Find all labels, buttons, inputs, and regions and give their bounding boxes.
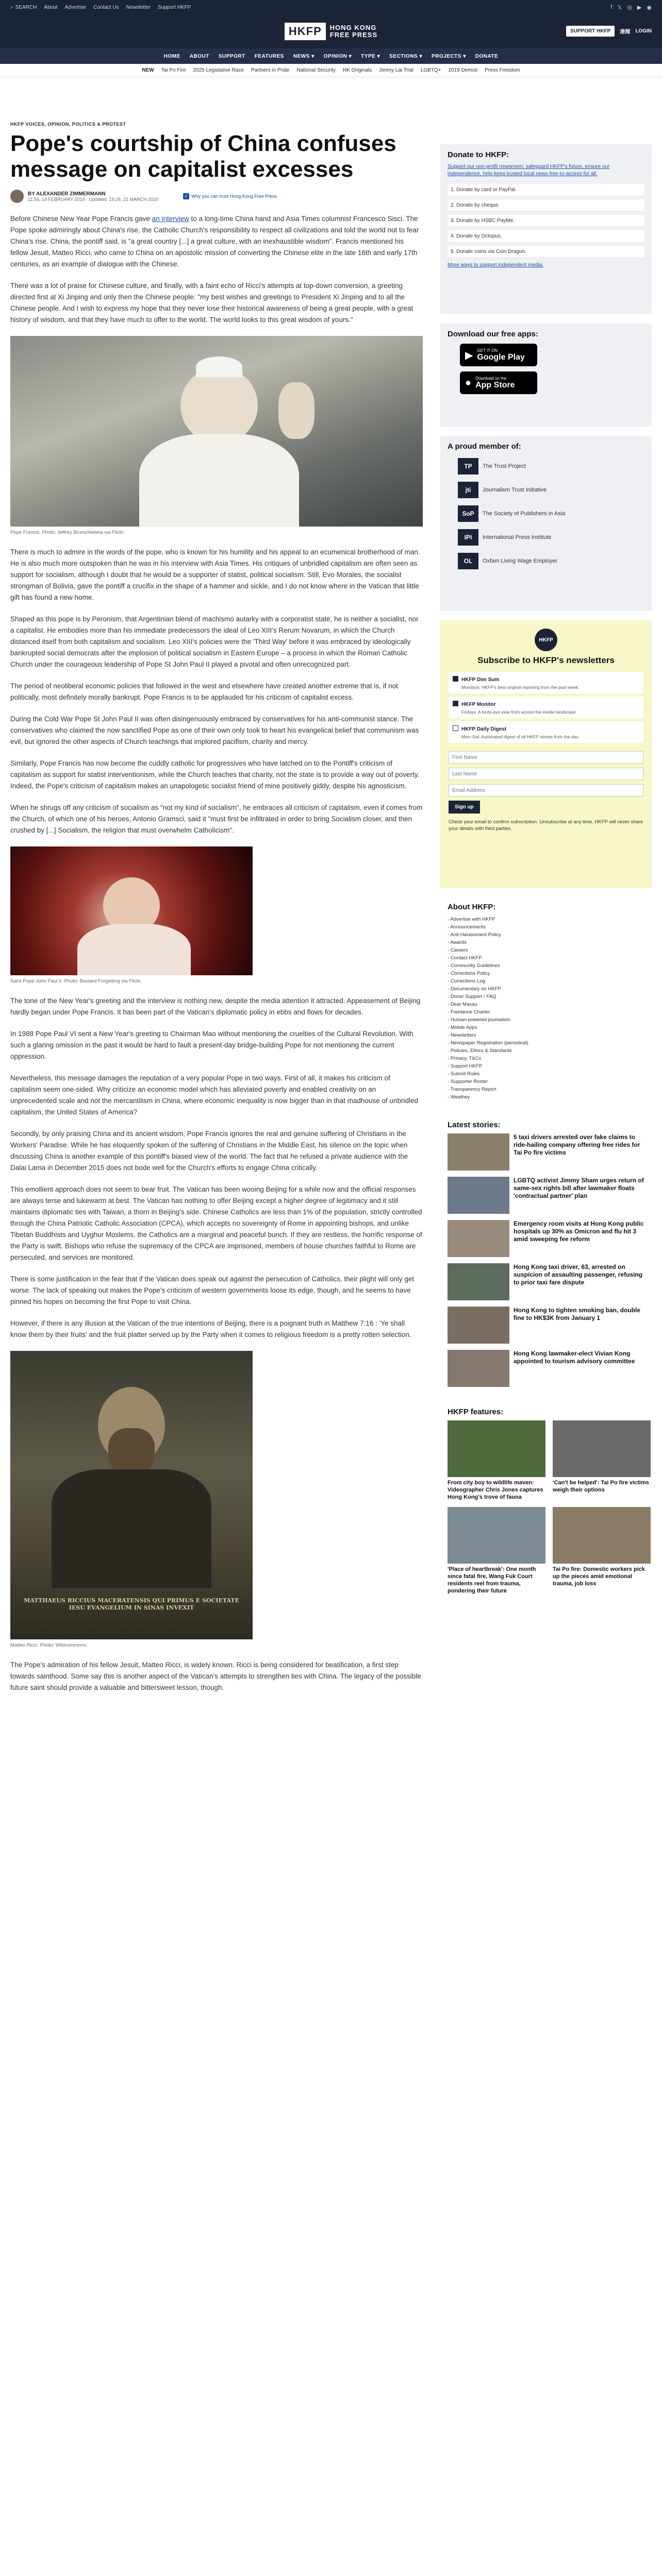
feature-thumbnail — [553, 1507, 651, 1564]
photo-caption: Matteo Ricci. Photo: Wikicommons. — [10, 1642, 88, 1648]
logo-wordmark: HONG KONG FREE PRESS — [329, 24, 378, 39]
google-play-button[interactable]: ▶ GET IT ON Google Play — [460, 344, 537, 366]
interview-link[interactable]: an interview — [152, 215, 189, 223]
support-button[interactable]: SUPPORT HKFP — [566, 26, 615, 37]
chinese-site-link[interactable]: 港聞 — [620, 29, 631, 35]
features-title: HKFP features: — [448, 1408, 504, 1416]
page-body — [10, 77, 652, 1704]
trending-item[interactable]: Jimmy Lai Trial — [379, 67, 413, 73]
about-link[interactable]: › Documentary on HKFP — [448, 985, 644, 993]
about-link[interactable]: › Policies, Ethics & Standards — [448, 1047, 644, 1055]
article-paragraph: Secondly, by only praising China and its ancient wisdom, Pope Francis ignores the real and genuine suffering of Christians in the Workers' Paradise. While he has eloquently spoken of the suffering of Christians in the Middle East, his silence on the topic when discussing China is another example of this pontiff's biased view of the world. The fact that he refused a private audience with the Dalai Lama in December 2015 does not bode well for the Church's efforts to engage China critically. — [10, 1130, 408, 1172]
utility-link-newsletter[interactable]: Newsletter — [126, 4, 151, 10]
about-link[interactable]: › Contact HKFP — [448, 954, 644, 962]
trending-bar — [0, 64, 662, 77]
article-paragraph: Nevertheless, this message damages the reputation of a very popular Pope in two ways. First of all, it makes his criticism of capitalism seem one-sided. Why criticize an economic model which has alleviated poverty and enabled creativity on an unprecedented scale and not the mercantilism in China, where economic inequality is now bigger than in that madhouse of unbridled capitalism, the United States of America? — [10, 1074, 418, 1116]
nav-support[interactable]: SUPPORT — [218, 53, 245, 59]
oxfam-logo: OL — [458, 553, 478, 569]
photo-caption: Saint Pope John Paul II. Photo: Bastard Forgetting via Flickr. — [10, 978, 142, 984]
main-nav — [0, 48, 662, 64]
donate-option-cheque[interactable]: 2. Donate by cheque. — [448, 199, 644, 211]
search-label: SEARCH — [15, 4, 37, 10]
about-link[interactable]: › Privacy, T&Cs — [448, 1055, 644, 1062]
newsletter-title: Subscribe to HKFP's newsletters — [477, 655, 615, 665]
site-logo[interactable] — [285, 23, 377, 40]
about-widget — [440, 897, 652, 1106]
member-ipi[interactable]: IPI International Press Institute — [458, 529, 644, 546]
nav-opinion[interactable]: OPINION ▾ — [323, 53, 352, 59]
member-sopa[interactable]: SoP The Society of Publishers in Asia — [458, 505, 644, 522]
article-paragraph: Similarly, Pope Francis has now become the cuddly catholic for progressives who have latched on to the Pontiff's criticism of capitalism as support for statist interventionism, while the Church teaches that charity, not the state is to provide a way out of poverty. Indeed, the Pope's criticism of capitalism makes an unapologetic socialist friend of mine positively giddy, despite his agnosticism. — [10, 759, 420, 790]
nav-news[interactable]: NEWS ▾ — [293, 53, 315, 59]
site-header — [0, 14, 662, 48]
member-trust-project[interactable]: TP The Trust Project — [458, 458, 644, 474]
article-paragraph: During the Cold War Pope St John Paul II was often disingenuously embraced by conservatives for his anti-communist stance. The conservatives who claimed the now sanctified Pope as one of their own only took to heart his evangelical belief that communism was evil, but ignored the other aspects of Church teachings that implored pacifism, charity and mercy. — [10, 715, 419, 745]
trending-label: NEW — [142, 67, 154, 73]
article-paragraph: The Pope's admiration of his fellow Jesuit, Matteo Ricci, is widely known. Ricci is being considered for beatification, a first step towards sainthood. Some say this is another aspect of the Vatican's attempts to strengthen ties with China. The legacy of the possible future saint should provide a valuable and bittersweet lesson, though. — [10, 1661, 421, 1691]
trending-item[interactable]: LGBTQ+ — [420, 67, 441, 73]
newsletter-option-monitor[interactable]: HKFP Monitor Fridays: A birds-eye view from across the media landscape. — [449, 697, 643, 718]
article-paragraph: There is some justification in the fear that if the Vatican does speak out against the persecution of Catholics, their plight will only get worse. The lack of speaking out makes the Pope's criticism of western governments loose its edge, though, and he seems to have pinned his hopes on becoming the first Pope to visit China. — [10, 1275, 415, 1306]
nav-about[interactable]: ABOUT — [189, 53, 209, 59]
member-title: A proud member of: — [448, 442, 521, 451]
about-link[interactable]: › Corrections Policy — [448, 970, 644, 977]
apple-icon: ● — [465, 377, 472, 388]
checkbox-unchecked[interactable] — [453, 725, 458, 731]
about-link[interactable]: › Awards — [448, 939, 644, 946]
instagram-icon[interactable]: ◎ — [627, 4, 632, 11]
latest-stories-widget — [440, 1115, 652, 1398]
play-store-icon: ▶ — [465, 349, 473, 361]
donate-widget — [440, 144, 652, 314]
story-thumbnail — [448, 1220, 509, 1257]
member-oxfam[interactable]: OL Oxfam Living Wage Employer — [458, 553, 644, 569]
story-thumbnail — [448, 1307, 509, 1344]
trending-item[interactable]: National Security — [296, 67, 336, 73]
feature-thumbnail — [553, 1420, 651, 1477]
feature-item[interactable]: 'Can't be helped': Tai Po fire victims weigh their options — [553, 1420, 651, 1501]
last-name-input[interactable] — [449, 768, 643, 780]
features-widget — [440, 1408, 652, 1601]
trending-item[interactable]: Press Freedom — [485, 67, 520, 73]
utility-link-contact[interactable]: Contact Us — [93, 4, 119, 10]
publish-date: 11:55, 14 FEBRUARY 2016 · Updated: 19:26, 21 MARCH 2020 — [28, 196, 159, 202]
photo-caption: Pope Francis. Photo: Jeffrey Bruno/Aleteia via Flickr. — [10, 530, 125, 535]
story-item[interactable]: Hong Kong taxi driver, 63, arrested on suspicion of assaulting passenger, refusing to prior taxi fare dispute — [448, 1263, 644, 1300]
ad-space — [10, 83, 423, 122]
newsletter-widget — [440, 620, 652, 888]
article-paragraph: This emollient approach does not seem to bear fruit. The Vatican has been wooing Beijing for a while now and the official responses are always terse and lukewarm at best. The Vatican has nothing to offer Beijing except a higher degree of legitimacy and it still maintains diplomatic ties with Taiwan, a thorn in Beijing's side. Chinese Catholics are less than 1% of the population, strictly controlled through the China Patriotic Catholic Association (CPCA), which accepts no sovereignty of Rome in appointing bishops, and unlike Tibetan Buddhists and Uyghur Moslems, the Catholics are a marginal and peaceful bunch. If they are restless, the horrific response of the Party is swift. Bishops who refuse the supremacy of the CPCA are imprisoned, members of house churches faithful to Rome are persecuted, and services are monitored. — [10, 1185, 422, 1261]
ipi-logo: IPI — [458, 529, 478, 546]
nav-sections[interactable]: SECTIONS ▾ — [389, 53, 423, 59]
about-link[interactable]: › Mobile Apps — [448, 1024, 644, 1031]
apps-widget — [440, 324, 652, 427]
donate-option-coin[interactable]: 5. Donate coins via Coin Dragon. — [448, 246, 644, 257]
article-paragraph: In 1988 Pope Paul VI sent a New Year's greeting to Chairman Mao without mentioning the cruelties of the Cultural Revolution. With such a glaring omission in the past it would be hard to fault a present-day bridge-building Pope for not mentioning the current oppression. — [10, 1030, 413, 1060]
latest-title: Latest stories: — [448, 1121, 501, 1129]
facebook-icon[interactable]: f — [610, 4, 613, 10]
about-link[interactable]: › Donor Support / FAQ — [448, 993, 644, 1001]
member-jti[interactable]: jti Journalism Trust Initiative — [458, 482, 644, 498]
about-link[interactable]: › Supporter Roster — [448, 1078, 644, 1086]
byline — [10, 190, 423, 203]
story-item[interactable]: 5 taxi drivers arrested over fake claims to ride-hailing company offering free rides for Tai Po fire victims — [448, 1133, 644, 1171]
article-paragraph: When he shrugs off any criticism of socialism as "not my kind of socialism", he embraces all criticism of capitalism, even if comes from the Church, of which one of his heroes, Antonio Gramsci, said it "must first be infiltrated in order to bring Socialism closer, and then crushed by [...] Socialism, the religion that must overwhelm Catholicism". — [10, 804, 423, 834]
utility-bar — [0, 0, 662, 14]
about-link[interactable]: › Freelance Charter — [448, 1008, 644, 1016]
story-thumbnail — [448, 1177, 509, 1214]
pope-francis-photo[interactable] — [10, 336, 423, 527]
nav-projects[interactable]: PROJECTS ▾ — [432, 53, 466, 59]
author-name[interactable]: BY ALEXANDER ZIMMERMANN — [28, 191, 106, 197]
story-item[interactable]: Emergency room visits at Hong Kong public hospitals up 30% as Omicron and flu hit 3 amid sweeping fee reform — [448, 1220, 644, 1257]
about-link[interactable]: › Advertise with HKFP — [448, 916, 644, 923]
about-title: About HKFP: — [448, 903, 496, 911]
trust-project-logo: TP — [458, 458, 478, 474]
figure-john-paul — [10, 846, 253, 984]
newsletter-option-digest[interactable]: HKFP Daily Digest Mon–Sat: Automated digest of all HKFP stories from the day. — [449, 721, 643, 743]
nav-donate[interactable]: DONATE — [475, 53, 499, 59]
newsletter-logo: HKFP — [535, 629, 557, 651]
about-link[interactable]: › Community Guidelines — [448, 962, 644, 970]
author-avatar — [10, 190, 24, 203]
utility-link-about[interactable]: About — [44, 4, 58, 10]
article-paragraph: Shaped as this pope is by Peronism, that Argentinian blend of machismo autarky with a corporatist state, he is neither a socialist, nor a capitalist. He embodies more than his immediate predecessors the ideal of Leo XIII's Rerum Novarum, in which the Church distanced itself from both capitalism and socialism. Leo XIII's policies were the 'Third Way' before it was embraced by ideologically bankrupted social democrats after the implosion of political socialism in Eastern Europe – a process in which the Roman Catholic Church under the courageous leadership of Pope St John Paul II played a pivotal and often unrecognized part. — [10, 615, 419, 668]
membership-widget — [440, 436, 652, 611]
article — [10, 83, 423, 1704]
logo-mark: HKFP — [285, 23, 326, 40]
newsletter-option-dimsum[interactable]: HKFP Dim Sum Mondays: HKFP's best original reporting from the past week. — [449, 672, 643, 693]
trust-link[interactable]: ✓ Why you can trust Hong Kong Free Press — [183, 193, 277, 199]
story-item[interactable]: Hong Kong to tighten smoking ban, double fine to HK$3K from January 1 — [448, 1307, 644, 1344]
trending-item[interactable]: Tai Po Fire — [161, 67, 186, 73]
trending-item[interactable]: 2025 Legislative Race — [193, 67, 244, 73]
app-store-button[interactable]: ● Download on the App Store — [460, 371, 537, 394]
about-link[interactable]: › Announcements — [448, 923, 644, 931]
search-icon: ⌕ — [10, 4, 13, 10]
feature-item[interactable]: From city boy to wildlife maven: Videographer Chris Jones captures Hong Kong's trove of fauna — [448, 1420, 545, 1501]
story-thumbnail — [448, 1263, 509, 1300]
apps-title: Download our free apps: — [448, 330, 538, 338]
about-link[interactable]: › Newsletters — [448, 1031, 644, 1039]
ricci-inscription: MATTHAEUS RICCIUS MACERATENSIS QUI PRIMUS E SOCIETATE IESU EVANGELIUM IN SINAS INVEXIT — [24, 1597, 239, 1611]
article-paragraph: Before Chinese New Year Pope Francis gave an interview to a long-time China hand and Asia Times columnist Francesco Sisci. The Pope spoke admiringly about China's rise, the Catholic Church's responsibility to respect all civilizations and told the world not to fear China's rise. China, the pontiff said, is "a great country [...] a great culture, with an inexhaustible wisdom". Francis mentioned his fellow Jesuit, Matteo Ricci, who came to China on an apostolic mission of converting the Chinese elite in the late 16th and early 17th centuries, as an example of dialogue with the Chinese. — [10, 215, 419, 268]
article-paragraph: However, if there is any illusion at the Vatican of the true intentions of Beijing, there is a poignant truth in Matthew 7:16 : 'Ye shall know them by their fruits' and the fruit platter served up by the Party when it comes to religious freedom is a pretty rotten selection. — [10, 1319, 411, 1338]
about-link[interactable]: › Support HKFP — [448, 1062, 644, 1070]
about-link[interactable]: › Transparency Report — [448, 1086, 644, 1093]
about-link[interactable]: › Human-powered journalism — [448, 1016, 644, 1024]
about-link[interactable]: › Dear Macau — [448, 1001, 644, 1008]
sidebar — [440, 83, 652, 1704]
rss-icon[interactable]: ◉ — [647, 4, 652, 11]
newsletter-note: Check your email to confirm subscription. Unsubscribe at any time. HKFP will never share your details with third parties. — [449, 819, 643, 832]
email-input[interactable] — [449, 784, 643, 796]
signup-button[interactable]: Sign up — [449, 801, 480, 814]
article-title: Pope's courtship of China confuses message on capitalist excesses — [10, 131, 396, 182]
story-thumbnail — [448, 1350, 509, 1387]
checkbox-checked[interactable] — [453, 676, 458, 682]
nav-features[interactable]: FEATURES — [254, 53, 284, 59]
search-link[interactable] — [10, 5, 37, 10]
donate-more-link[interactable]: More ways to support independent media. — [448, 262, 544, 268]
donate-option-octopus[interactable]: 4. Donate by Octopus. — [448, 230, 644, 242]
utility-link-support[interactable]: Support HKFP — [157, 4, 191, 10]
about-link[interactable]: › Corrections Log — [448, 977, 644, 985]
first-name-input[interactable] — [449, 751, 643, 764]
article-paragraph: The period of neoliberal economic policies that followed in the west and elsewhere have created another extreme that is, if not politically, most definitely morally bankrupt. Pope Francis is to be applauded for his criticism of capitalist excess. — [10, 682, 398, 701]
feature-item[interactable]: 'Place of heartbreak': One month since fatal fire, Wang Fuk Court residents reel from trauma, pondering their future — [448, 1507, 545, 1595]
story-thumbnail — [448, 1133, 509, 1171]
feature-thumbnail — [448, 1420, 545, 1477]
feature-thumbnail — [448, 1507, 545, 1564]
checkbox-checked[interactable] — [453, 701, 458, 706]
utility-link-advertise[interactable]: Advertise — [64, 4, 87, 10]
donate-option-card[interactable]: 1. Donate by card or PayPal. — [448, 184, 644, 195]
figure-matteo-ricci — [10, 1351, 253, 1648]
article-kicker[interactable]: HKFP VOICES, OPINION, POLITICS & PROTEST — [10, 122, 126, 127]
feature-item[interactable]: Tai Po fire: Domestic workers pick up the pieces amid emotional trauma, job loss — [553, 1507, 651, 1595]
about-link[interactable]: › Weathey — [448, 1093, 644, 1101]
article-paragraph: There was a lot of praise for Chinese culture, and finally, with a faint echo of Ricci's attempts at top-down conversion, a greeting directed first at Xi Jinping and only then the Chinese people: "my best wishes and greetings to President Xi Jinping and to all the Chinese people. And I wish to express my hope that they never lose their historical awareness of being a great people, with a great history of wisdom, and that they have much to offer to the world. The world looks to this great wisdom of yours." — [10, 282, 413, 324]
john-paul-photo[interactable] — [10, 846, 253, 975]
x-icon[interactable]: 𝕏 — [617, 4, 622, 11]
donate-option-payme[interactable]: 3. Donate by HSBC PayMe. — [448, 215, 644, 226]
about-link[interactable]: › Submit Rules — [448, 1070, 644, 1078]
story-item[interactable]: Hong Kong lawmaker-elect Vivian Kong appointed to tourism advisory committee — [448, 1350, 644, 1387]
donate-intro: Support our non-profit newsroom: safeguard HKFP's future, ensure our independence, help keep trusted local news free-to-access for all. — [448, 164, 610, 177]
article-paragraph: The tone of the New Year's greeting and the interview is nothing new, despite the media attention it attracted. Appeasement of Beijing hardly began under Pope Francis. It has been part of the Vatican's diplomatic policy in ebbs and flows for decades. — [10, 997, 421, 1016]
login-link[interactable]: LOGIN — [635, 28, 652, 34]
about-link[interactable]: › Anti-Harassment Policy — [448, 931, 644, 939]
nav-home[interactable]: HOME — [163, 53, 180, 59]
article-paragraph: There is much to admire in the words of the pope, who is known for his humility and his appeal to an ecumenical brotherhood of man. He is also much more outspoken than he was in his interview with Asia Times. His critiques of unbridled capitalism are often seen as support for socialism, although I doubt that he would be a supporter of statist, political socialism. Still, Evo Morales, the socialist strongman of Bolivia, gave the pontiff a crucifix in the shape of a hammer and sickle, and I do not know where in the Vatican that little gift has found a new home. — [10, 548, 420, 601]
trending-item[interactable]: HK Originals — [342, 67, 372, 73]
about-list — [448, 916, 644, 1101]
figure-pope-francis — [10, 336, 423, 535]
trending-item[interactable]: 2019 Demos — [448, 67, 478, 73]
about-link[interactable]: › Newspaper Registration (periodical) — [448, 1039, 644, 1047]
about-link[interactable]: › Careers — [448, 946, 644, 954]
sopa-logo: SoP — [458, 505, 478, 522]
youtube-icon[interactable]: ▶ — [637, 4, 642, 11]
matteo-ricci-photo[interactable] — [10, 1351, 253, 1639]
nav-type[interactable]: TYPE ▾ — [361, 53, 380, 59]
checkmark-icon: ✓ — [183, 193, 189, 199]
jti-logo: jti — [458, 482, 478, 498]
donate-title: Donate to HKFP: — [448, 150, 509, 159]
trending-item[interactable]: Partners in Pride — [251, 67, 290, 73]
story-item[interactable]: LGBTQ activist Jimmy Sham urges return of same-sex rights bill after lawmaker floats 'contractual partner' plan — [448, 1177, 644, 1214]
